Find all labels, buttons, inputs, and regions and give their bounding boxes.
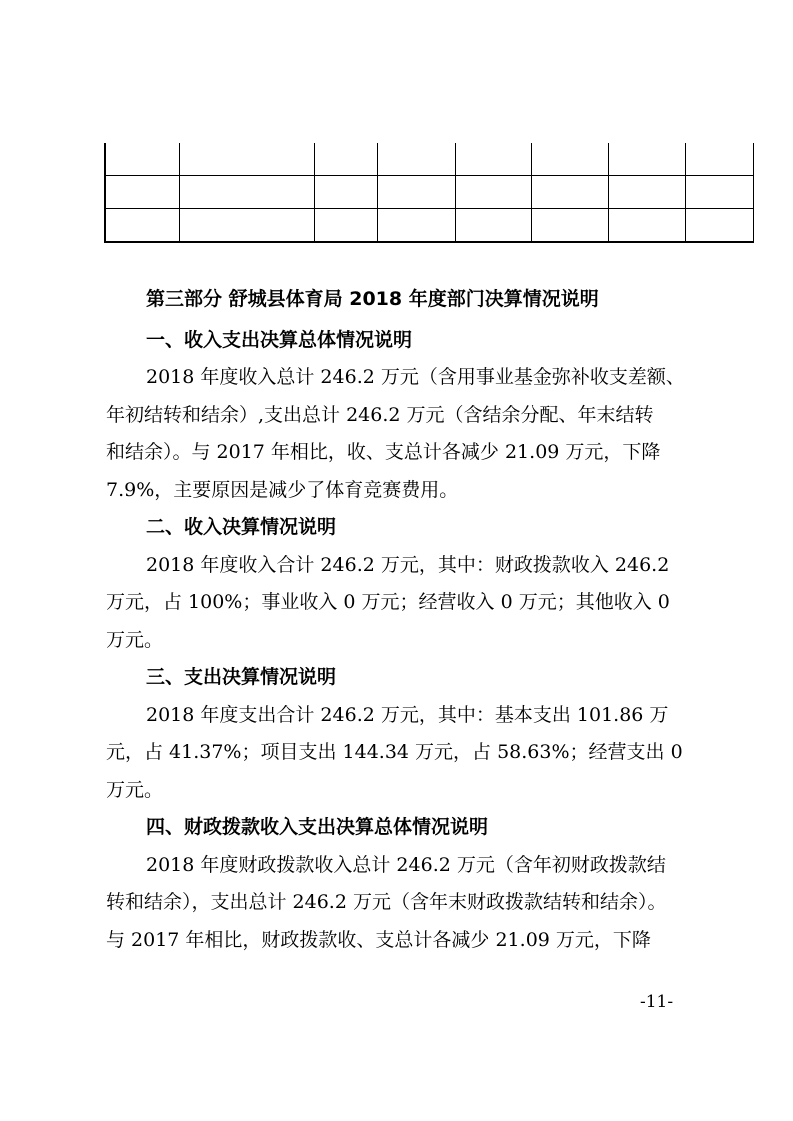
- table-row: [105, 143, 753, 176]
- page-number: -11-: [640, 992, 674, 1012]
- paragraph-line: 2018 年度收入合计 246.2 万元，其中：财政拨款收入 246.2: [146, 554, 670, 576]
- heading-fiscal-appropriation: 四、财政拨款收入支出决算总体情况说明: [146, 816, 489, 838]
- paragraph-line: 转和结余），支出总计 246.2 万元（含年末财政拨款结转和结余）。: [106, 891, 667, 913]
- paragraph-line: 和结余）。与 2017 年相比，收、支总计各减少 21.09 万元，下降: [106, 441, 661, 463]
- table-fragment: [104, 143, 754, 243]
- heading-income: 二、收入决算情况说明: [146, 516, 337, 538]
- table-row: [105, 209, 753, 243]
- section-title: 第三部分 舒城县体育局 2018 年度部门决算情况说明: [146, 288, 599, 310]
- heading-expenditure: 三、支出决算情况说明: [146, 666, 337, 688]
- paragraph-line: 7.9%，主要原因是减少了体育竞赛费用。: [106, 479, 459, 501]
- paragraph-line: 万元。: [106, 779, 164, 801]
- paragraph-line: 万元。: [106, 629, 164, 651]
- paragraph-line: 万元，占 100%；事业收入 0 万元；经营收入 0 万元；其他收入 0: [106, 591, 670, 613]
- paragraph-line: 2018 年度收入总计 246.2 万元（含用事业基金弥补收支差额、: [146, 366, 685, 388]
- paragraph-line: 2018 年度支出合计 246.2 万元，其中：基本支出 101.86 万: [146, 704, 669, 726]
- paragraph-line: 元，占 41.37%；项目支出 144.34 万元，占 58.63%；经营支出 0: [106, 741, 683, 763]
- paragraph-line: 2018 年度财政拨款收入总计 246.2 万元（含年初财政拨款结: [146, 854, 666, 876]
- paragraph-line: 与 2017 年相比，财政拨款收、支总计各减少 21.09 万元，下降: [106, 929, 651, 951]
- table-row: [105, 176, 753, 209]
- heading-income-expenditure-overall: 一、收入支出决算总体情况说明: [146, 329, 413, 351]
- paragraph-line: 年初结转和结余）,支出总计 246.2 万元（含结余分配、年末结转: [106, 404, 654, 426]
